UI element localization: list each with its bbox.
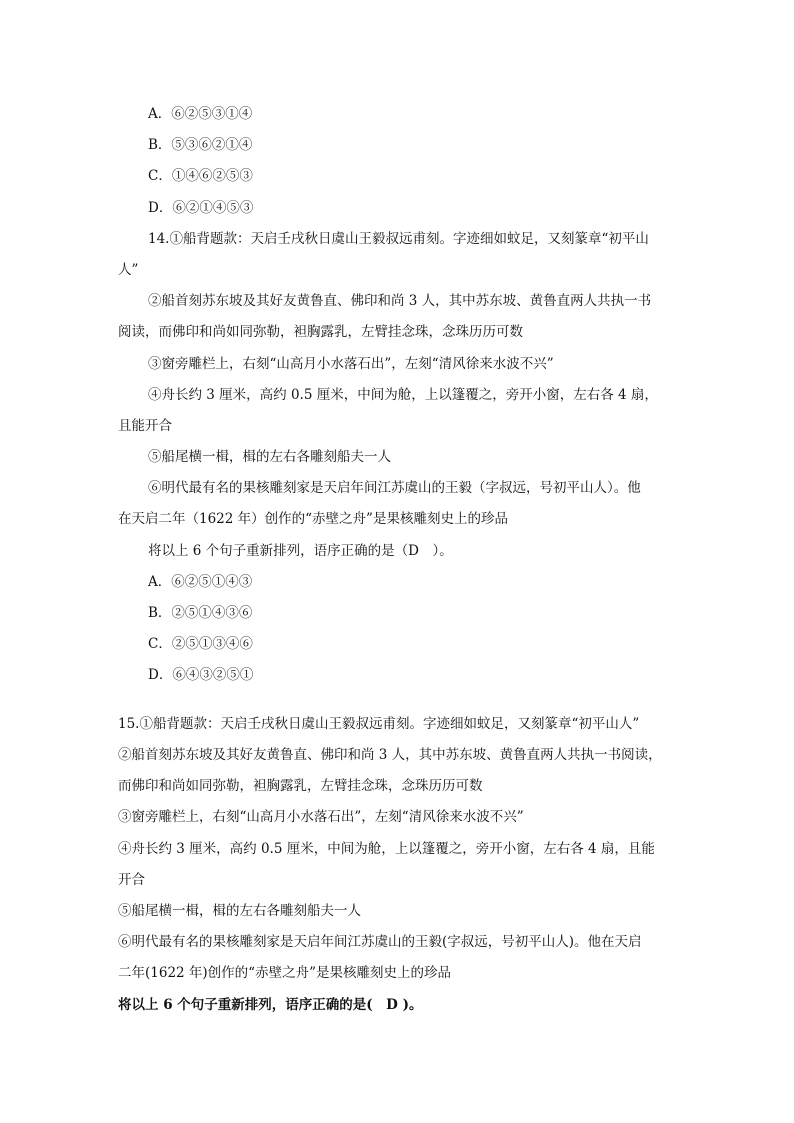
q15-sentence-4-line-1: ④舟长约 3 厘米，高约 0.5 厘米，中间为舱，上以篷覆之，旁开小窗，左右各 4 扇，且能 <box>118 841 655 857</box>
q14-sentence-4-line-2: 且能开合 <box>118 418 172 434</box>
q15-sentence-2-line-1: ②船首刻苏东坡及其好友黄鲁直、佛印和尚 3 人，其中苏东坡、黄鲁直两人共执一书阅读， <box>118 747 662 763</box>
q15-sentence-6-line-1: ⑥明代最有名的果核雕刻家是天启年间江苏虞山的王毅(字叔远，号初平山人)。他在天启 <box>118 934 642 950</box>
q15-sentence-5: ⑤船尾横一楫，楫的左右各雕刻船夫一人 <box>118 903 361 919</box>
q14-sentence-5: ⑤船尾横一楫，楫的左右各雕刻船夫一人 <box>148 449 391 465</box>
q15-sentence-1: 15.①船背题款：天启壬戌秋日虞山王毅叔远甫刻。字迹细如蚊足，又刻篆章“初平山人” <box>118 716 640 732</box>
prev-option-b: B．⑤③⑥②①④ <box>148 137 253 153</box>
q15-sentence-4-line-2: 开合 <box>118 872 145 888</box>
q14-prompt: 将以上 6 个句子重新排列，语序正确的是（D ）。 <box>148 543 453 559</box>
prev-option-d: D．⑥②①④⑤③ <box>148 200 254 216</box>
q15-sentence-2-line-2: 而佛印和尚如同弥勒，袒胸露乳，左臂挂念珠，念珠历历可数 <box>118 778 483 794</box>
q14-sentence-1-line-2: 人” <box>118 262 139 278</box>
q14-sentence-1-line-1: 14.①船背题款：天启壬戌秋日虞山王毅叔远甫刻。字迹细如蚊足，又刻篆章“初平山 <box>148 231 649 247</box>
q14-option-c: C．②⑤①③④⑥ <box>148 636 253 652</box>
q15-sentence-3: ③窗旁雕栏上，右刻“山高月小水落石出”，左刻“清风徐来水波不兴” <box>118 809 524 825</box>
q14-sentence-4-line-1: ④舟长约 3 厘米，高约 0.5 厘米，中间为舱，上以篷覆之，旁开小窗，左右各 4 扇， <box>148 387 658 403</box>
prev-option-a: A．⑥②⑤③①④ <box>148 106 253 122</box>
q15-prompt: 将以上 6 个句子重新排列，语序正确的是( D )。 <box>118 997 423 1013</box>
q14-option-b: B．②⑤①④③⑥ <box>148 605 253 621</box>
q14-sentence-3: ③窗旁雕栏上，右刻“山高月小水落石出”，左刻“清风徐来水波不兴” <box>148 356 554 372</box>
q14-sentence-6-line-2: 在天启二年（1622 年）创作的“赤壁之舟”是果核雕刻史上的珍品 <box>118 511 508 527</box>
q14-option-a: A．⑥②⑤①④③ <box>148 574 253 590</box>
q14-sentence-6-line-1: ⑥明代最有名的果核雕刻家是天启年间江苏虞山的王毅（字叔远，号初平山人）。他 <box>148 480 641 496</box>
q14-option-d: D．⑥④③②⑤① <box>148 667 254 683</box>
prev-option-c: C．①④⑥②⑤③ <box>148 168 253 184</box>
q14-sentence-2-line-1: ②船首刻苏东坡及其好友黄鲁直、佛印和尚 3 人，其中苏东坡、黄鲁直两人共执一书 <box>148 293 652 309</box>
q14-sentence-2-line-2: 阅读，而佛印和尚如同弥勒，袒胸露乳，左臂挂念珠，念珠历历可数 <box>118 324 523 340</box>
q15-sentence-6-line-2: 二年(1622 年)创作的“赤壁之舟”是果核雕刻史上的珍品 <box>118 965 451 981</box>
